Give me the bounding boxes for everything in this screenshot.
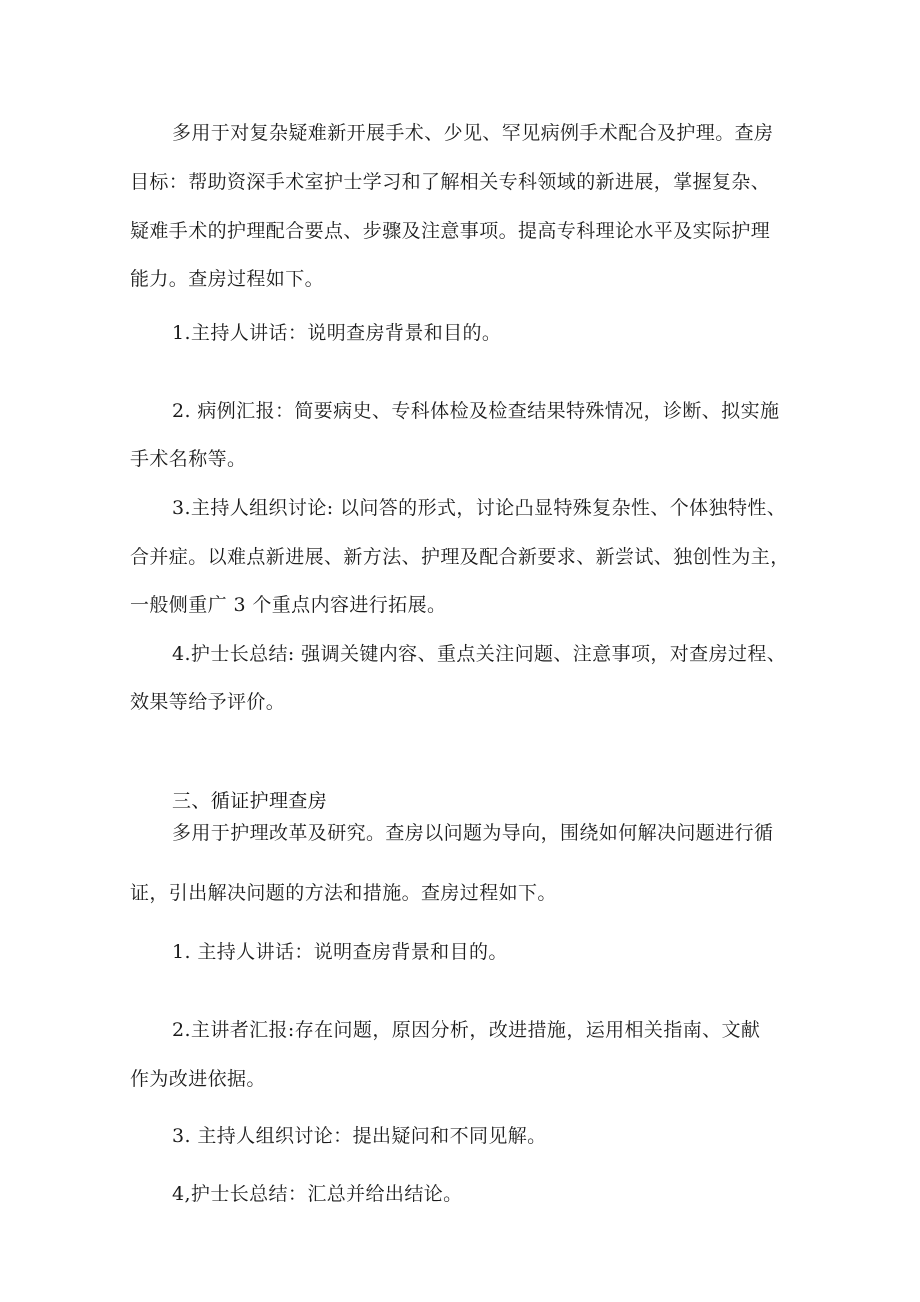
step-line: 1.主持人讲话：说明查房背景和目的。 — [172, 322, 502, 344]
step-line: 4,护士长总结：汇总并给出结论。 — [172, 1183, 463, 1205]
step-line: 作为改进依据。 — [130, 1068, 266, 1090]
step-line: 合并症。以难点新进展、新方法、护理及配合新要求、新尝试、独创性为主， — [130, 546, 790, 568]
paragraph-line: 多用于对复杂疑难新开展手术、少见、罕见病例手术配合及护理。查房 — [172, 122, 774, 144]
step-line: 2.主讲者汇报:存在问题，原因分析，改进措施，运用相关指南、文献 — [172, 1019, 761, 1041]
paragraph-line: 证，引出解决问题的方法和措施。查房过程如下。 — [130, 882, 557, 904]
paragraph-line: 多用于护理改革及研究。查房以问题为导向，围绕如何解决问题进行循 — [172, 822, 774, 844]
step-line: 4.护士长总结: 强调关键内容、重点关注问题、注意事项，对查房过程、 — [172, 643, 787, 665]
paragraph-line: 能力。查房过程如下。 — [130, 268, 325, 290]
step-line: 效果等给予评价。 — [130, 691, 286, 713]
step-line: 手术名称等。 — [130, 448, 247, 470]
step-line: 3.主持人组织讨论: 以问答的形式，讨论凸显特殊复杂性、个体独特性、 — [172, 497, 787, 519]
step-line: 一般侧重广 3 个重点内容进行拓展。 — [130, 594, 447, 616]
step-line: 2. 病例汇报：简要病史、专科体检及检查结果特殊情况，诊断、拟实施 — [172, 400, 780, 422]
paragraph-line: 疑难手术的护理配合要点、步骤及注意事项。提高专科理论水平及实际护理 — [130, 220, 771, 242]
step-line: 3. 主持人组织讨论：提出疑问和不同见解。 — [172, 1125, 547, 1147]
section-heading: 三、循证护理查房 — [172, 790, 328, 812]
step-line: 1. 主持人讲话：说明查房背景和目的。 — [172, 941, 508, 963]
paragraph-line: 目标：帮助资深手术室护士学习和了解相关专科领域的新进展，掌握复杂、 — [130, 171, 771, 193]
